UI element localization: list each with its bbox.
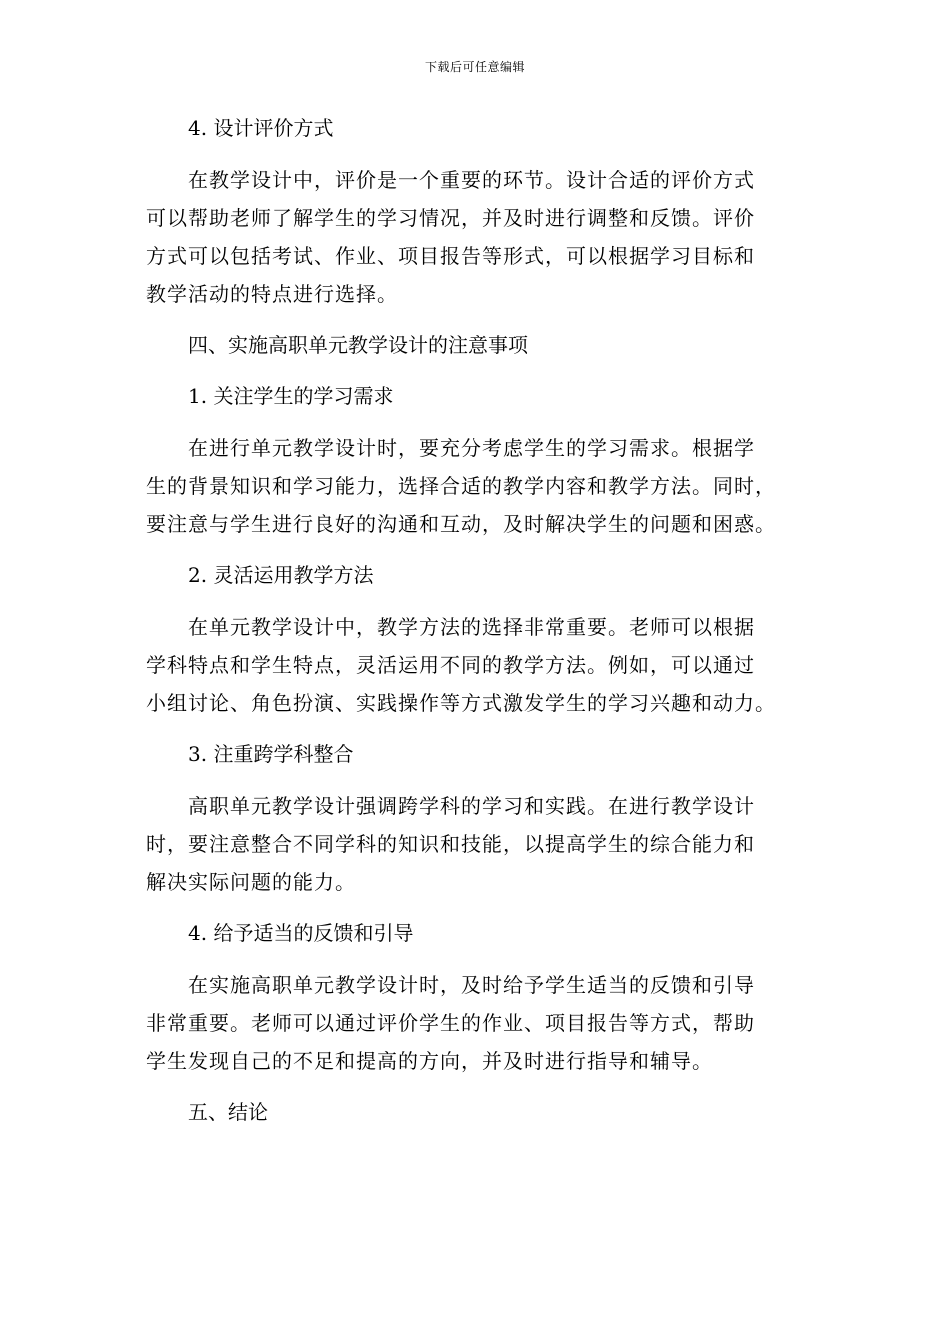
paragraph-line: 学生发现自己的不足和提高的方向，并及时进行指导和辅导。 (146, 1049, 713, 1073)
section-heading-integration: 3. 注重跨学科整合 (188, 742, 354, 766)
chapter-heading-conclusion: 五、结论 (188, 1100, 268, 1124)
document-body (146, 110, 806, 1131)
paragraph-line: 方式可以包括考试、作业、项目报告等形式，可以根据学习目标和 (146, 244, 755, 268)
paragraph-line: 在实施高职单元教学设计时，及时给予学生适当的反馈和引导 (188, 973, 755, 997)
paragraph-line: 在进行单元教学设计时，要充分考虑学生的学习需求。根据学 (188, 436, 755, 460)
paragraph-integration (146, 787, 806, 901)
chapter-heading-notes: 四、实施高职单元教学设计的注意事项 (188, 333, 528, 357)
section-heading-methods: 2. 灵活运用教学方法 (188, 563, 374, 587)
paragraph-line: 在单元教学设计中，教学方法的选择非常重要。老师可以根据 (188, 615, 755, 639)
paragraph-feedback (146, 966, 806, 1080)
paragraph-line: 要注意与学生进行良好的沟通和互动，及时解决学生的问题和困惑。 (146, 512, 776, 536)
section-heading-feedback: 4. 给予适当的反馈和引导 (188, 921, 414, 945)
paragraph-line: 教学活动的特点进行选择。 (146, 282, 398, 306)
paragraph-line: 可以帮助老师了解学生的学习情况，并及时进行调整和反馈。评价 (146, 206, 755, 230)
paragraph-line: 高职单元教学设计强调跨学科的学习和实践。在进行教学设计 (188, 794, 755, 818)
section-heading-evaluation: 4. 设计评价方式 (188, 116, 334, 140)
paragraph-methods (146, 608, 806, 722)
header-note: 下载后可任意编辑 (424, 60, 525, 74)
section-heading-needs: 1. 关注学生的学习需求 (188, 384, 394, 408)
paragraph-needs (146, 429, 806, 543)
paragraph-line: 小组讨论、角色扮演、实践操作等方式激发学生的学习兴趣和动力。 (146, 691, 776, 715)
paragraph-line: 生的背景知识和学习能力，选择合适的教学内容和教学方法。同时， (146, 474, 776, 498)
paragraph-line: 时，要注意整合不同学科的知识和技能，以提高学生的综合能力和 (146, 832, 755, 856)
paragraph-line: 学科特点和学生特点，灵活运用不同的教学方法。例如，可以通过 (146, 653, 755, 677)
paragraph-line: 解决实际问题的能力。 (146, 870, 356, 894)
paragraph-line: 非常重要。老师可以通过评价学生的作业、项目报告等方式，帮助 (146, 1011, 755, 1035)
paragraph-evaluation (146, 161, 806, 313)
paragraph-line: 在教学设计中，评价是一个重要的环节。设计合适的评价方式 (188, 168, 755, 192)
